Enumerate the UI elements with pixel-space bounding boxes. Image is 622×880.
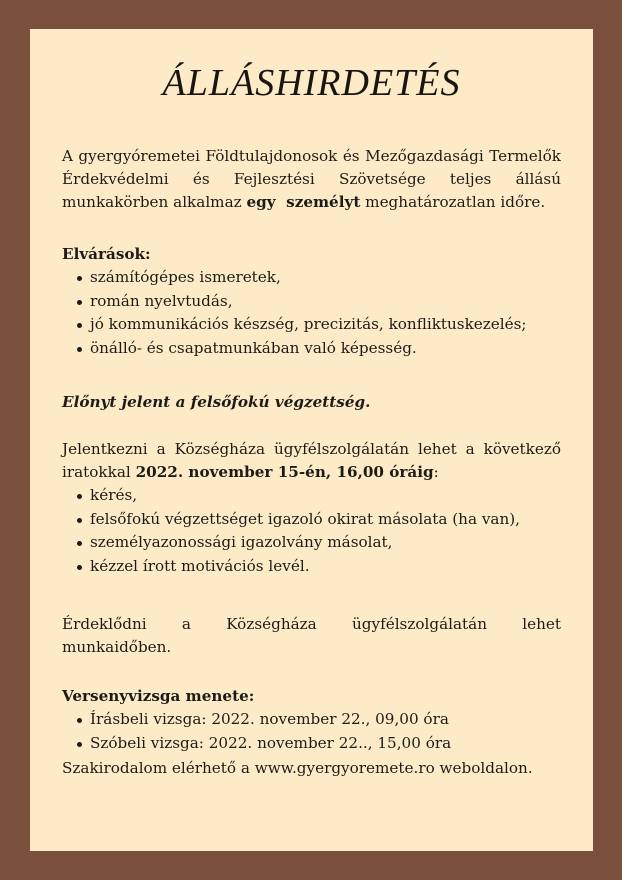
requirements-heading: Elvárások:	[62, 245, 151, 263]
list-item: Szóbeli vizsga: 2022. november 22.., 15,00 óra	[62, 732, 561, 756]
documents-list	[62, 484, 561, 578]
page-title: ÁLLÁSHIRDETÉS	[162, 62, 461, 104]
exam-heading: Versenyvizsga menete:	[62, 687, 255, 705]
list-item: felsőfokú végzettséget igazoló okirat másolata (ha van),	[62, 508, 561, 532]
list-item: kérés,	[62, 484, 561, 508]
document-page	[30, 29, 593, 851]
list-item: Írásbeli vizsga: 2022. november 22., 09,00 óra	[62, 708, 561, 732]
footer-text: Szakirodalom elérhető a www.gyergyoremete.ro weboldalon.	[62, 759, 533, 777]
application-text-after: :	[433, 463, 439, 481]
exam-section	[62, 685, 561, 755]
list-item: számítógépes ismeretek,	[62, 266, 561, 290]
intro-text-before: A gyergyóremetei Földtulajdonosok és Mezőgazdasági Termelők Érdekvédelmi és Fejlesztési Szövetsége teljes állású munkakörben alkalmaz	[62, 147, 561, 211]
exam-list	[62, 708, 561, 755]
advantage-text: Előnyt jelent a felsőfokú végzettség.	[62, 393, 371, 411]
application-section	[62, 438, 561, 578]
inquiry-paragraph	[62, 613, 561, 659]
application-text-before: Jelentkezni a Községháza ügyfélszolgálatán lehet a következő iratokkal	[62, 440, 561, 481]
list-item: jó kommunikációs készség, precizitás, konfliktuskezelés;	[62, 313, 561, 337]
application-deadline: 2022. november 15-én, 16,00 óráig	[135, 463, 434, 481]
list-item: önálló- és csapatmunkában való képesség.	[62, 337, 561, 361]
list-item: személyazonossági igazolvány másolat,	[62, 531, 561, 555]
requirements-list	[62, 266, 561, 360]
list-item: kézzel írott motivációs levél.	[62, 555, 561, 579]
requirements-section	[62, 243, 561, 360]
inquiry-line-1: Érdeklődni a Községháza ügyfélszolgálatán lehet	[62, 615, 561, 633]
inquiry-line-2: munkaidőben.	[62, 638, 172, 656]
intro-paragraph	[62, 145, 561, 214]
application-paragraph	[62, 438, 561, 484]
intro-text-after: meghatározatlan időre.	[365, 193, 546, 211]
intro-bold-text: egy személyt	[246, 193, 361, 211]
list-item: román nyelvtudás,	[62, 290, 561, 314]
